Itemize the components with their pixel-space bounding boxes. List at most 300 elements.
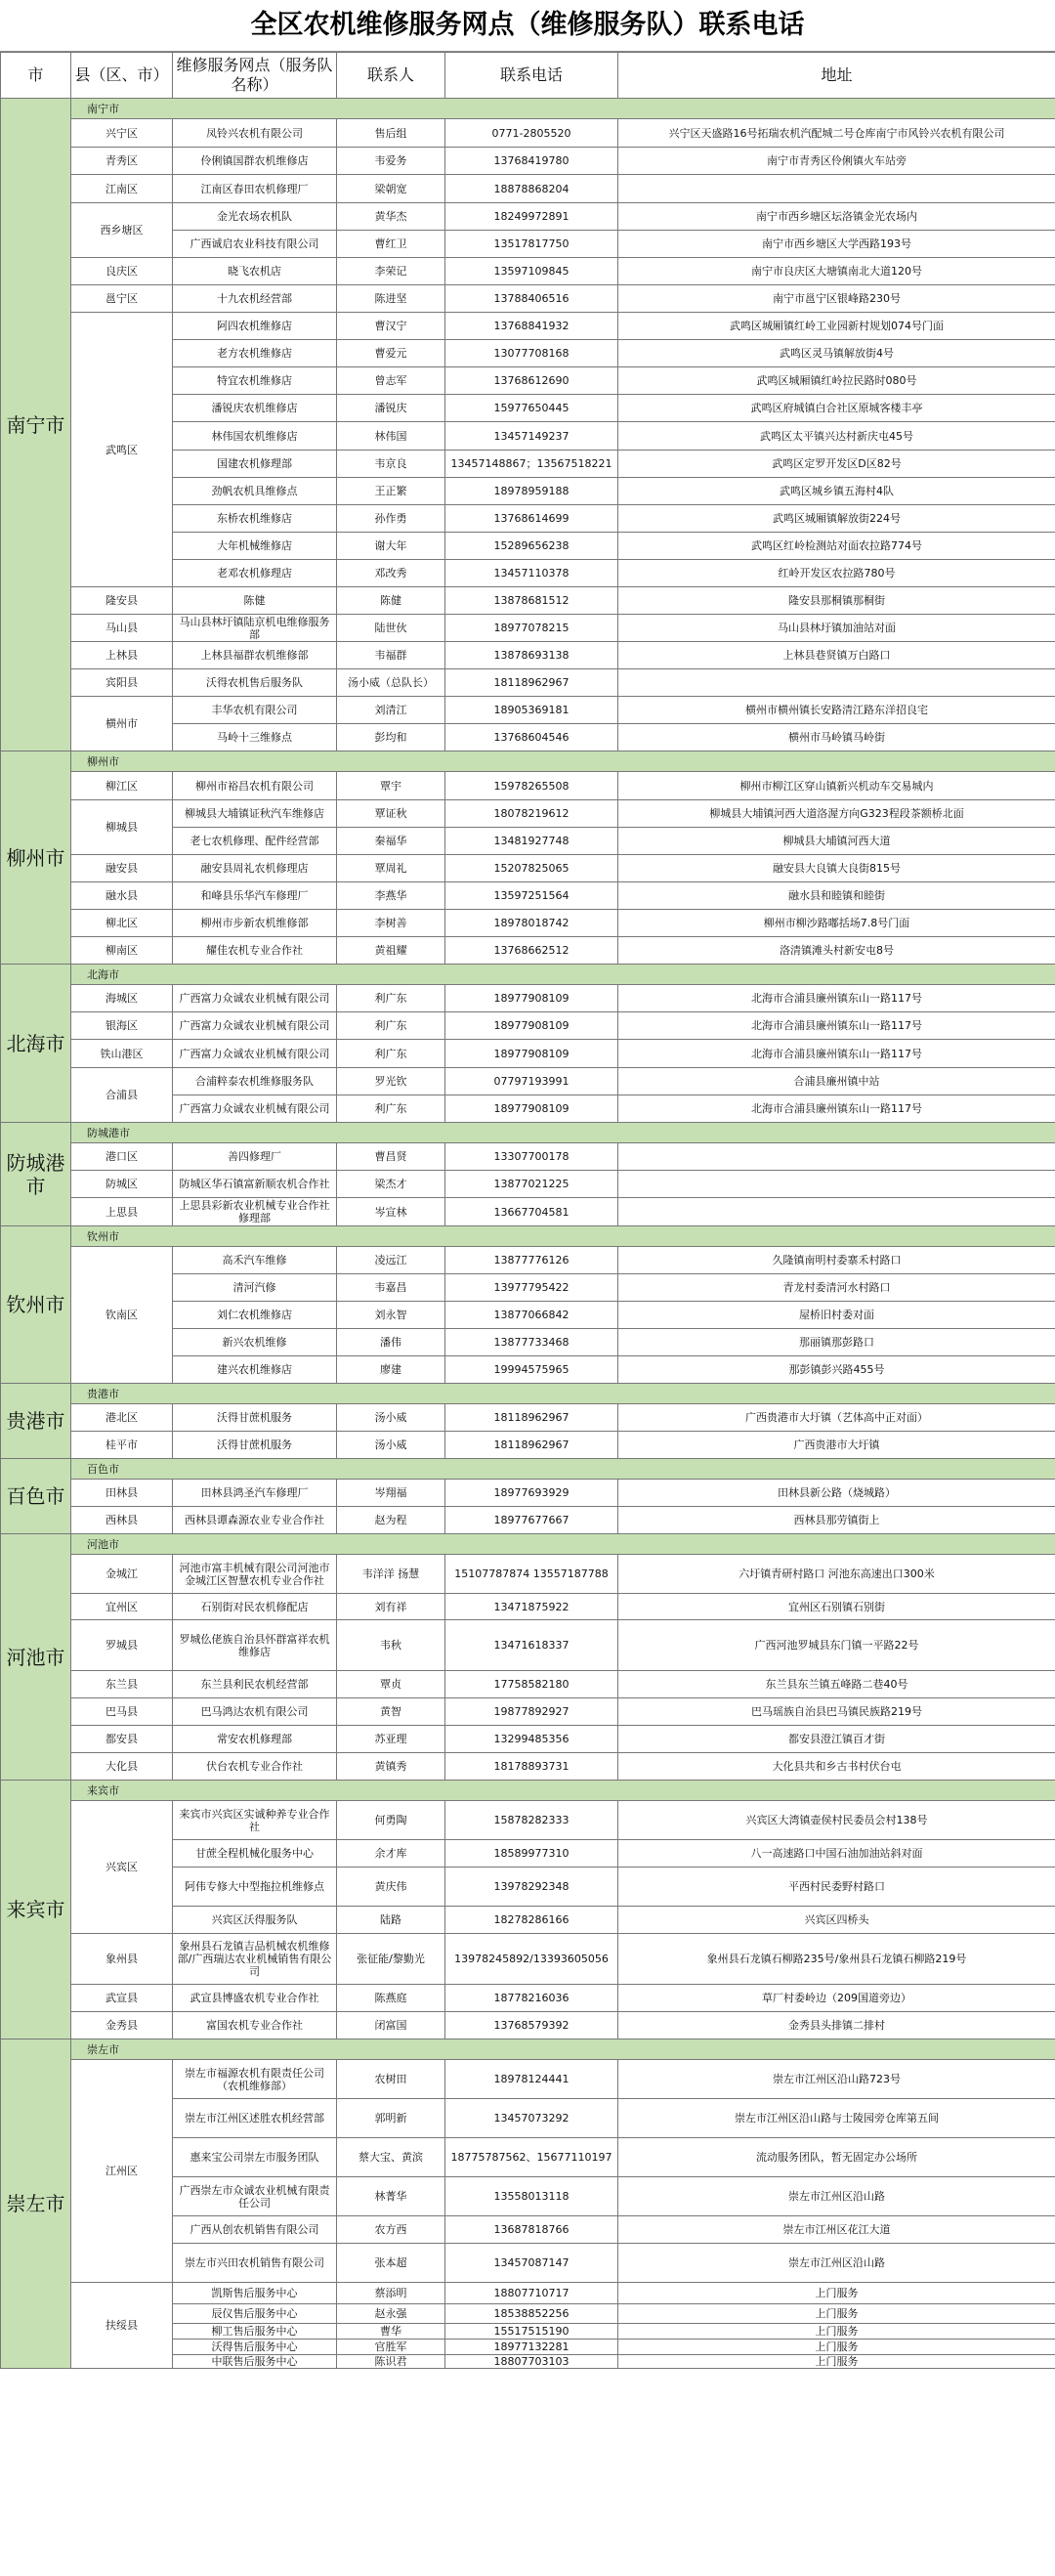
contact-cell: 李荣记 xyxy=(337,258,445,285)
phone-cell: 18118962967 xyxy=(445,1404,618,1432)
address-cell: 流动服务团队，暂无固定办公场所 xyxy=(618,2138,1055,2177)
table-row xyxy=(1,669,1055,697)
service-point-cell: 金光农场农机队 xyxy=(173,203,337,231)
service-point-cell: 特宜农机维修店 xyxy=(173,367,337,395)
phone-cell: 18278286166 xyxy=(445,1907,618,1934)
county-cell: 防城区 xyxy=(71,1171,173,1198)
phone-cell: 13768419780 xyxy=(445,148,618,175)
contact-cell: 韦洋洋 扬慧 xyxy=(337,1555,445,1594)
contact-cell: 韦福群 xyxy=(337,642,445,669)
contact-cell: 邓改秀 xyxy=(337,560,445,587)
city-cell: 百色市 xyxy=(1,1459,71,1534)
phone-cell: 18977908109 xyxy=(445,1095,618,1123)
service-point-cell: 陈健 xyxy=(173,587,337,615)
service-point-cell: 沃得甘蔗机服务 xyxy=(173,1404,337,1432)
contact-cell: 黄祖耀 xyxy=(337,937,445,965)
contact-cell: 农方西 xyxy=(337,2216,445,2244)
table-header-row xyxy=(1,53,1055,99)
service-point-cell: 上林县福群农机维修部 xyxy=(173,642,337,669)
contact-cell: 汤小威 xyxy=(337,1404,445,1432)
address-cell: 崇左市江州区花江大道 xyxy=(618,2216,1055,2244)
service-point-cell: 广西富力众诚农业机械有限公司 xyxy=(173,1012,337,1040)
service-point-cell: 河池市富丰机械有限公司河池市金城江区智慧农机专业合作社 xyxy=(173,1555,337,1594)
address-cell xyxy=(618,669,1055,697)
city-cell: 来宾市 xyxy=(1,1781,71,2039)
county-cell: 西乡塘区 xyxy=(71,203,173,258)
county-cell: 马山县 xyxy=(71,615,173,642)
phone-cell: 15289656238 xyxy=(445,533,618,560)
city-band-label: 贵港市 xyxy=(71,1384,1055,1404)
county-cell: 上思县 xyxy=(71,1198,173,1226)
address-cell: 北海市合浦县廉州镇东山一路117号 xyxy=(618,1012,1055,1040)
service-point-cell: 劲帆农机具维修点 xyxy=(173,478,337,505)
phone-cell: 13878693138 xyxy=(445,642,618,669)
phone-cell: 18977908109 xyxy=(445,1040,618,1068)
county-cell: 兴宁区 xyxy=(71,119,173,148)
service-point-cell: 潘锐庆农机维修店 xyxy=(173,395,337,422)
service-point-cell: 建兴农机维修店 xyxy=(173,1356,337,1384)
service-point-cell: 广西从创农机销售有限公司 xyxy=(173,2216,337,2244)
address-cell: 柳城县大埔镇河西大道 xyxy=(618,828,1055,855)
service-point-cell: 马岭十三维修点 xyxy=(173,724,337,751)
service-point-cell: 上思县彩新农业机械专业合作社修理部 xyxy=(173,1198,337,1226)
city-cell: 北海市 xyxy=(1,965,71,1123)
city-band-row xyxy=(1,1781,1055,1801)
table-row xyxy=(1,800,1055,828)
table-row xyxy=(1,1404,1055,1432)
contact-cell: 彭均和 xyxy=(337,724,445,751)
phone-cell: 13667704581 xyxy=(445,1198,618,1226)
address-cell: 隆安县那桐镇那桐街 xyxy=(618,587,1055,615)
service-point-cell: 清河汽修 xyxy=(173,1274,337,1302)
city-cell: 贵港市 xyxy=(1,1384,71,1459)
contact-cell: 曹华 xyxy=(337,2324,445,2340)
service-point-cell: 大年机械维修店 xyxy=(173,533,337,560)
phone-cell: 19994575965 xyxy=(445,1356,618,1384)
address-cell: 兴宾区大湾镇壶侯村民委员会村138号 xyxy=(618,1801,1055,1840)
contact-cell: 韦嘉昌 xyxy=(337,1274,445,1302)
service-point-cell: 沃得售后服务中心 xyxy=(173,2340,337,2355)
service-point-cell: 善四修理厂 xyxy=(173,1143,337,1171)
contact-cell: 张本超 xyxy=(337,2244,445,2283)
address-cell: 草厂村委岭边（209国道旁边） xyxy=(618,1985,1055,2012)
phone-cell: 18905369181 xyxy=(445,697,618,724)
address-cell: 广西河池罗城县东门镇一平路22号 xyxy=(618,1620,1055,1671)
contact-cell: 利广东 xyxy=(337,1012,445,1040)
phone-cell: 13768662512 xyxy=(445,937,618,965)
county-cell: 横州市 xyxy=(71,697,173,751)
header-address: 地址 xyxy=(618,53,1055,99)
table-row xyxy=(1,1801,1055,1840)
contact-cell: 蔡大宝、黄滨 xyxy=(337,2138,445,2177)
phone-cell: 13471875922 xyxy=(445,1594,618,1620)
contact-cell: 郭明新 xyxy=(337,2099,445,2138)
address-cell: 武鸣区定罗开发区D区82号 xyxy=(618,451,1055,478)
city-band-row xyxy=(1,1384,1055,1404)
table-row xyxy=(1,285,1055,313)
address-cell: 武鸣区红岭检测站对面农拉路774号 xyxy=(618,533,1055,560)
table-row xyxy=(1,855,1055,882)
city-band-label: 柳州市 xyxy=(71,751,1055,772)
address-cell: 崇左市江州区沿山路723号 xyxy=(618,2060,1055,2099)
table-row xyxy=(1,937,1055,965)
service-point-cell: 林伟国农机维修店 xyxy=(173,422,337,451)
phone-cell: 13768614699 xyxy=(445,505,618,533)
phone-cell: 13457087147 xyxy=(445,2244,618,2283)
table-row xyxy=(1,2283,1055,2304)
contact-cell: 利广东 xyxy=(337,1040,445,1068)
phone-cell: 15207825065 xyxy=(445,855,618,882)
city-band-row xyxy=(1,1534,1055,1555)
contact-cell: 秦福华 xyxy=(337,828,445,855)
contact-cell: 售后组 xyxy=(337,119,445,148)
phone-cell: 18249972891 xyxy=(445,203,618,231)
contact-cell: 岑翔福 xyxy=(337,1480,445,1507)
contact-cell: 曾志军 xyxy=(337,367,445,395)
phone-cell: 13768612690 xyxy=(445,367,618,395)
phone-cell: 13877733468 xyxy=(445,1329,618,1356)
address-cell: 广西贵港市大圩镇（艺体高中正对面） xyxy=(618,1404,1055,1432)
county-cell: 良庆区 xyxy=(71,258,173,285)
phone-cell: 13457073292 xyxy=(445,2099,618,2138)
city-cell: 南宁市 xyxy=(1,99,71,751)
table-row xyxy=(1,1040,1055,1068)
phone-cell: 19877892927 xyxy=(445,1698,618,1726)
city-band-row xyxy=(1,99,1055,119)
address-cell: 屋桥旧村委对面 xyxy=(618,1302,1055,1329)
county-cell: 宾阳县 xyxy=(71,669,173,697)
phone-cell: 13978245892/13393605056 xyxy=(445,1934,618,1985)
county-cell: 柳北区 xyxy=(71,910,173,937)
service-point-cell: 十九农机经营部 xyxy=(173,285,337,313)
header-contact: 联系人 xyxy=(337,53,445,99)
contact-cell: 岑宣林 xyxy=(337,1198,445,1226)
service-point-cell: 巴马鸿达农机有限公司 xyxy=(173,1698,337,1726)
address-cell: 上门服务 xyxy=(618,2304,1055,2324)
city-band-label: 北海市 xyxy=(71,965,1055,985)
service-point-cell: 常安农机修理部 xyxy=(173,1726,337,1753)
county-cell: 江南区 xyxy=(71,175,173,203)
county-cell: 金秀县 xyxy=(71,2012,173,2039)
city-band-label: 崇左市 xyxy=(71,2039,1055,2060)
city-band-label: 防城港市 xyxy=(71,1123,1055,1143)
address-cell: 崇左市江州区沿山路 xyxy=(618,2244,1055,2283)
address-cell: 武鸣区府城镇白合社区原城客楼丰亭 xyxy=(618,395,1055,422)
city-band-label: 钦州市 xyxy=(71,1226,1055,1247)
phone-cell: 13877776126 xyxy=(445,1247,618,1274)
contact-cell: 刘永智 xyxy=(337,1302,445,1329)
table-row xyxy=(1,1620,1055,1671)
address-cell: 武鸣区城厢镇红岭拉民路时080号 xyxy=(618,367,1055,395)
service-point-cell: 柳州市裕昌农机有限公司 xyxy=(173,772,337,800)
address-cell: 武鸣区城厢镇红岭工业园新村规划074号门面 xyxy=(618,313,1055,340)
contact-cell: 覃证秋 xyxy=(337,800,445,828)
county-cell: 融安县 xyxy=(71,855,173,882)
header-service-point: 维修服务网点（服务队名称） xyxy=(173,53,337,99)
phone-cell: 18775787562、15677110197 xyxy=(445,2138,618,2177)
phone-cell: 18977078215 xyxy=(445,615,618,642)
phone-cell: 18977677667 xyxy=(445,1507,618,1534)
service-point-cell: 国建农机修理部 xyxy=(173,451,337,478)
phone-cell: 13768841932 xyxy=(445,313,618,340)
address-cell: 南宁市良庆区大塘镇南北大道120号 xyxy=(618,258,1055,285)
contact-cell: 曹汉宁 xyxy=(337,313,445,340)
table-row xyxy=(1,1432,1055,1459)
service-point-cell: 甘蔗全程机械化服务中心 xyxy=(173,1840,337,1868)
service-point-cell: 凤铃兴农机有限公司 xyxy=(173,119,337,148)
contact-cell: 谢大年 xyxy=(337,533,445,560)
service-point-cell: 东桥农机维修店 xyxy=(173,505,337,533)
table-row xyxy=(1,1143,1055,1171)
phone-cell: 13977795422 xyxy=(445,1274,618,1302)
phone-cell: 13517817750 xyxy=(445,231,618,258)
address-cell: 横州市横州镇长安路清江路东洋招良宅 xyxy=(618,697,1055,724)
address-cell: 崇左市江州区沿山路与士陵园旁仓库第五间 xyxy=(618,2099,1055,2138)
table-row xyxy=(1,1753,1055,1781)
city-band-row xyxy=(1,2039,1055,2060)
table-row xyxy=(1,985,1055,1012)
contact-cell: 梁杰才 xyxy=(337,1171,445,1198)
county-cell: 武宣县 xyxy=(71,1985,173,2012)
service-point-cell: 广西富力众诚农业机械有限公司 xyxy=(173,1095,337,1123)
contact-cell: 黄华杰 xyxy=(337,203,445,231)
address-cell: 南宁市邕宁区银峰路230号 xyxy=(618,285,1055,313)
city-cell: 防城港市 xyxy=(1,1123,71,1226)
contact-cell: 韦京良 xyxy=(337,451,445,478)
address-cell: 六圩镇青研村路口 河池东高速出口300米 xyxy=(618,1555,1055,1594)
address-cell: 北海市合浦县廉州镇东山一路117号 xyxy=(618,1095,1055,1123)
address-cell: 南宁市青秀区伶俐镇火车站旁 xyxy=(618,148,1055,175)
service-point-cell: 石别街对民农机修配店 xyxy=(173,1594,337,1620)
phone-cell: 18538852256 xyxy=(445,2304,618,2324)
contact-cell: 廖建 xyxy=(337,1356,445,1384)
table-row xyxy=(1,910,1055,937)
contact-cell: 何勇陶 xyxy=(337,1801,445,1840)
phone-cell: 18178893731 xyxy=(445,1753,618,1781)
phone-cell: 15107787874 13557187788 xyxy=(445,1555,618,1594)
table-row xyxy=(1,2060,1055,2099)
address-cell: 北海市合浦县廉州镇东山一路117号 xyxy=(618,985,1055,1012)
service-point-cell: 高禾汽车维修 xyxy=(173,1247,337,1274)
table-row xyxy=(1,148,1055,175)
contact-cell: 覃周礼 xyxy=(337,855,445,882)
contact-cell: 官胜军 xyxy=(337,2340,445,2355)
service-point-cell: 广西富力众诚农业机械有限公司 xyxy=(173,1040,337,1068)
contact-cell: 林菁华 xyxy=(337,2177,445,2216)
table-row xyxy=(1,1555,1055,1594)
county-cell: 隆安县 xyxy=(71,587,173,615)
phone-cell: 13299485356 xyxy=(445,1726,618,1753)
address-cell: 象州县石龙镇石柳路235号/象州县石龙镇石柳路219号 xyxy=(618,1934,1055,1985)
phone-cell: 13558013118 xyxy=(445,2177,618,2216)
county-cell: 银海区 xyxy=(71,1012,173,1040)
contact-cell: 韦爱务 xyxy=(337,148,445,175)
service-point-cell: 刘仁农机维修店 xyxy=(173,1302,337,1329)
contact-cell: 赵为程 xyxy=(337,1507,445,1534)
address-cell: 兴宁区天盛路16号拓瑞农机汽配城二号仓库南宁市风铃兴农机有限公司 xyxy=(618,119,1055,148)
service-point-cell: 老方农机维修店 xyxy=(173,340,337,367)
phone-cell: 13877021225 xyxy=(445,1171,618,1198)
phone-cell: 18978124441 xyxy=(445,2060,618,2099)
table-row xyxy=(1,1171,1055,1198)
table-body xyxy=(1,99,1055,2369)
contact-cell: 余才库 xyxy=(337,1840,445,1868)
city-cell: 柳州市 xyxy=(1,751,71,965)
service-point-cell: 罗城仫佬族自治县怀群富祥农机维修店 xyxy=(173,1620,337,1671)
address-cell: 柳州市柳沙路嘟括场7.8号门面 xyxy=(618,910,1055,937)
address-cell: 融水县和睦镇和睦街 xyxy=(618,882,1055,910)
table-row xyxy=(1,175,1055,203)
address-cell: 武鸣区太平镇兴达村新庆屯45号 xyxy=(618,422,1055,451)
service-point-cell: 柳州市步新农机维修部 xyxy=(173,910,337,937)
service-point-cell: 江南区春田农机修理厂 xyxy=(173,175,337,203)
contact-cell: 赵永强 xyxy=(337,2304,445,2324)
county-cell: 桂平市 xyxy=(71,1432,173,1459)
phone-cell: 15977650445 xyxy=(445,395,618,422)
county-cell: 柳江区 xyxy=(71,772,173,800)
phone-cell: 13768579392 xyxy=(445,2012,618,2039)
county-cell: 田林县 xyxy=(71,1480,173,1507)
service-point-cell: 辰仪售后服务中心 xyxy=(173,2304,337,2324)
contact-cell: 潘伟 xyxy=(337,1329,445,1356)
address-cell: 柳城县大埔镇河西大道洛渥方向G323程段茶额桥北面 xyxy=(618,800,1055,828)
header-city: 市 xyxy=(1,53,71,99)
address-cell: 横州市马岭镇马岭街 xyxy=(618,724,1055,751)
address-cell xyxy=(618,1143,1055,1171)
address-cell: 武鸣区灵马镇解放街4号 xyxy=(618,340,1055,367)
phone-cell: 13878681512 xyxy=(445,587,618,615)
contact-cell: 农树田 xyxy=(337,2060,445,2099)
county-cell: 合浦县 xyxy=(71,1068,173,1123)
county-cell: 柳南区 xyxy=(71,937,173,965)
phone-cell: 18977908109 xyxy=(445,985,618,1012)
service-point-cell: 防城区华石镇富新顺农机合作社 xyxy=(173,1171,337,1198)
address-cell: 北海市合浦县廉州镇东山一路117号 xyxy=(618,1040,1055,1068)
city-cell: 崇左市 xyxy=(1,2039,71,2369)
service-point-cell: 耀佳农机专业合作社 xyxy=(173,937,337,965)
header-phone: 联系电话 xyxy=(445,53,618,99)
address-cell: 久隆镇南明村委寨禾村路口 xyxy=(618,1247,1055,1274)
phone-cell: 18977132281 xyxy=(445,2340,618,2355)
address-cell: 上林县巷贤镇万白路口 xyxy=(618,642,1055,669)
county-cell: 武鸣区 xyxy=(71,313,173,587)
table-row xyxy=(1,203,1055,231)
address-cell: 东兰县东兰镇五峰路二巷40号 xyxy=(618,1671,1055,1698)
phone-cell: 13307700178 xyxy=(445,1143,618,1171)
county-cell: 巴马县 xyxy=(71,1698,173,1726)
contact-cell: 覃贞 xyxy=(337,1671,445,1698)
service-point-cell: 崇左市福源农机有限责任公司（农机维修部） xyxy=(173,2060,337,2099)
address-cell: 八一高速路口中国石油加油站斜对面 xyxy=(618,1840,1055,1868)
phone-cell: 13978292348 xyxy=(445,1868,618,1907)
address-cell: 广西贵港市大圩镇 xyxy=(618,1432,1055,1459)
service-point-cell: 老七农机修理、配件经营部 xyxy=(173,828,337,855)
county-cell: 兴宾区 xyxy=(71,1801,173,1934)
county-cell: 象州县 xyxy=(71,1934,173,1985)
service-point-cell: 广西诚启农业科技有限公司 xyxy=(173,231,337,258)
contact-cell: 梁朝宽 xyxy=(337,175,445,203)
city-band-label: 南宁市 xyxy=(71,99,1055,119)
county-cell: 宜州区 xyxy=(71,1594,173,1620)
service-point-cell: 武宣县博盛农机专业合作社 xyxy=(173,1985,337,2012)
phone-cell: 18807703103 xyxy=(445,2355,618,2369)
address-cell: 红岭开发区农拉路780号 xyxy=(618,560,1055,587)
address-cell: 西林县那劳镇街上 xyxy=(618,1507,1055,1534)
service-point-cell: 合浦粹泰农机维修服务队 xyxy=(173,1068,337,1095)
contact-cell: 陈燕庭 xyxy=(337,1985,445,2012)
address-cell: 上门服务 xyxy=(618,2283,1055,2304)
service-point-cell: 来宾市兴宾区实诚种养专业合作社 xyxy=(173,1801,337,1840)
contact-cell: 陆路 xyxy=(337,1907,445,1934)
contact-cell: 覃宇 xyxy=(337,772,445,800)
address-cell: 金秀县头排镇二排村 xyxy=(618,2012,1055,2039)
contact-cell: 张征能/黎勤光 xyxy=(337,1934,445,1985)
phone-cell: 13457110378 xyxy=(445,560,618,587)
phone-cell: 18589977310 xyxy=(445,1840,618,1868)
contact-cell: 苏亚理 xyxy=(337,1726,445,1753)
city-band-row xyxy=(1,751,1055,772)
county-cell: 铁山港区 xyxy=(71,1040,173,1068)
service-point-cell: 马山县林圩镇陆京机电维修服务部 xyxy=(173,615,337,642)
service-point-cell: 伏台农机专业合作社 xyxy=(173,1753,337,1781)
service-point-cell: 广西崇左市众诚农业机械有限责任公司 xyxy=(173,2177,337,2216)
address-cell: 巴马瑶族自治县巴马镇民族路219号 xyxy=(618,1698,1055,1726)
address-cell: 那彭镇彭兴路455号 xyxy=(618,1356,1055,1384)
table-row xyxy=(1,1698,1055,1726)
phone-cell: 13597251564 xyxy=(445,882,618,910)
address-cell xyxy=(618,1171,1055,1198)
phone-cell: 18977693929 xyxy=(445,1480,618,1507)
address-cell xyxy=(618,1198,1055,1226)
county-cell: 扶绥县 xyxy=(71,2283,173,2369)
table-row xyxy=(1,313,1055,340)
contact-cell: 闭富国 xyxy=(337,2012,445,2039)
address-cell: 马山县林圩镇加油站对面 xyxy=(618,615,1055,642)
service-point-cell: 广西富力众诚农业机械有限公司 xyxy=(173,985,337,1012)
table-row xyxy=(1,615,1055,642)
contact-cell: 蔡添明 xyxy=(337,2283,445,2304)
contact-cell: 刘有祥 xyxy=(337,1594,445,1620)
table-row xyxy=(1,1068,1055,1095)
table-row xyxy=(1,258,1055,285)
phone-cell: 18118962967 xyxy=(445,669,618,697)
phone-cell: 0771-2805520 xyxy=(445,119,618,148)
table-row xyxy=(1,587,1055,615)
contact-cell: 李燕华 xyxy=(337,882,445,910)
address-cell: 南宁市西乡塘区坛洛镇金光农场内 xyxy=(618,203,1055,231)
county-cell: 罗城县 xyxy=(71,1620,173,1671)
contact-cell: 凌远江 xyxy=(337,1247,445,1274)
contact-cell: 曹爱元 xyxy=(337,340,445,367)
phone-cell: 13768604546 xyxy=(445,724,618,751)
county-cell: 港口区 xyxy=(71,1143,173,1171)
city-band-label: 百色市 xyxy=(71,1459,1055,1480)
contact-cell: 陈健 xyxy=(337,587,445,615)
contact-cell: 韦秋 xyxy=(337,1620,445,1671)
service-point-cell: 富国农机专业合作社 xyxy=(173,2012,337,2039)
phone-cell: 15878282333 xyxy=(445,1801,618,1840)
contact-cell: 陆世伙 xyxy=(337,615,445,642)
county-cell: 柳城县 xyxy=(71,800,173,855)
city-band-row xyxy=(1,1459,1055,1480)
service-point-cell: 田林县鸿圣汽车修理厂 xyxy=(173,1480,337,1507)
address-cell: 崇左市江州区沿山路 xyxy=(618,2177,1055,2216)
phone-cell: 13471618337 xyxy=(445,1620,618,1671)
phone-cell: 18118962967 xyxy=(445,1432,618,1459)
county-cell: 江州区 xyxy=(71,2060,173,2283)
contact-cell: 李树善 xyxy=(337,910,445,937)
address-cell: 武鸣区城厢镇解放街224号 xyxy=(618,505,1055,533)
